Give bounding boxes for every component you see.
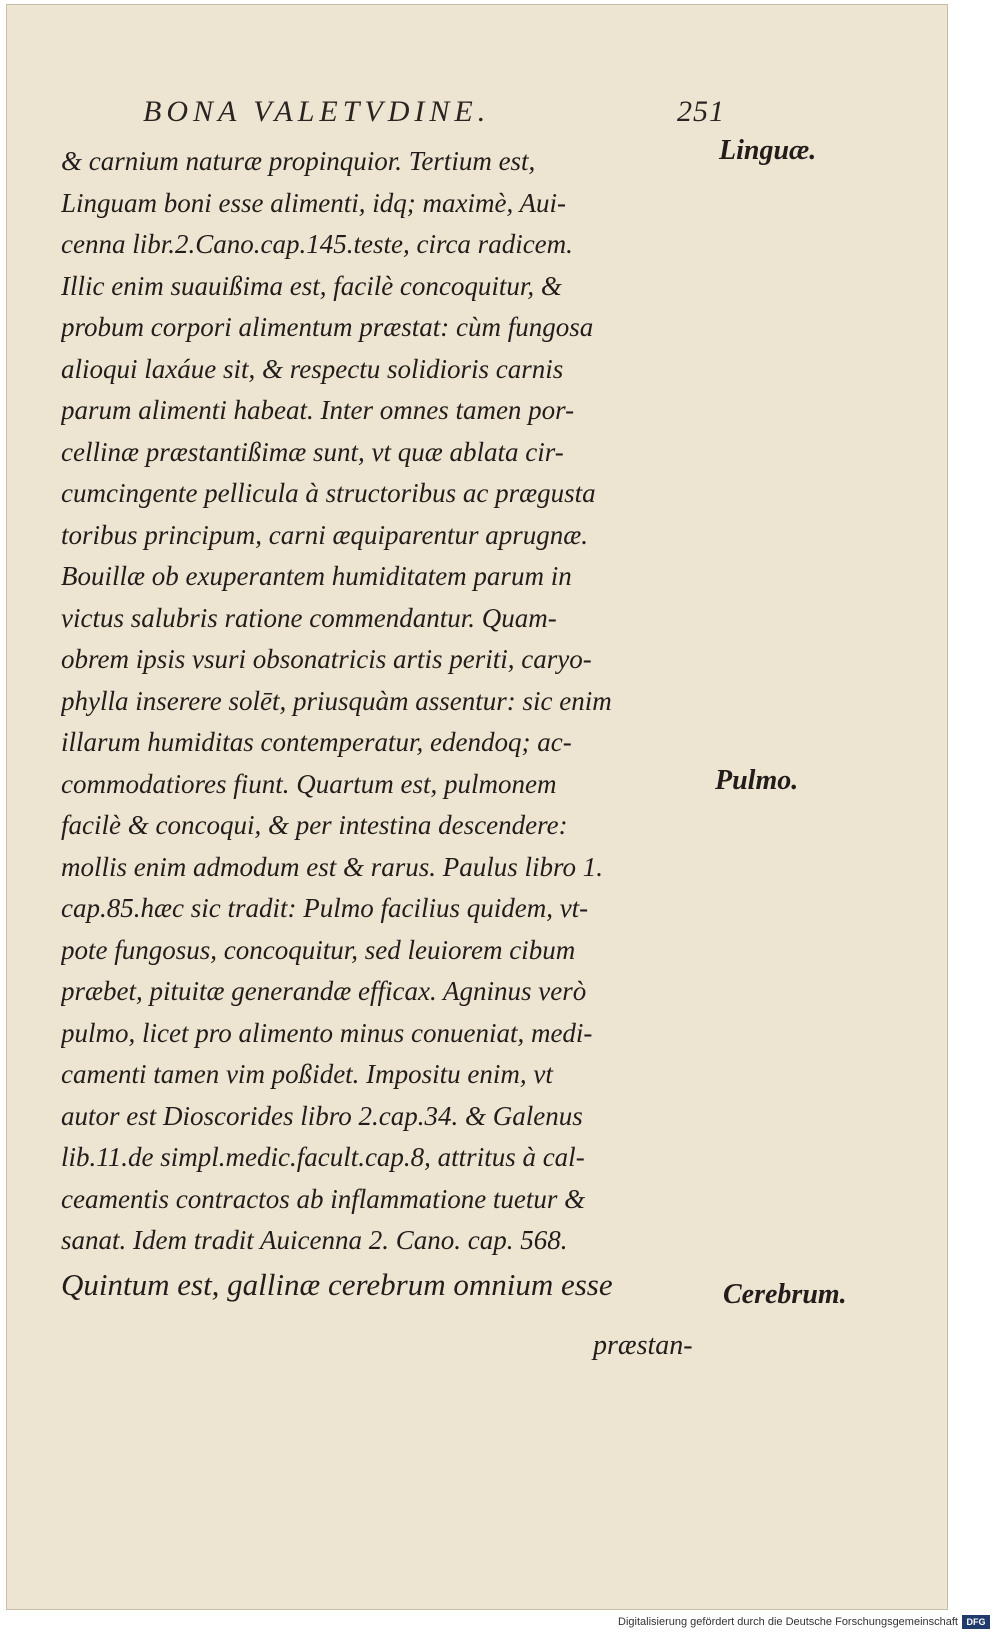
footer-bar [0, 1612, 1000, 1633]
catchword: præstan- [593, 1330, 693, 1361]
text-line: & carnium naturæ propinquior. Tertium est, [61, 146, 536, 176]
text-line: pulmo, licet pro alimento minus conueniat, medi- [61, 1017, 593, 1048]
running-title: BONA VALETVDINE. [143, 95, 491, 128]
text-line: cumcingente pellicula à structoribus ac prægusta [61, 478, 596, 508]
text-line: camenti tamen vim poßidet. Impositu enim, vt [61, 1059, 553, 1089]
text-line: autor est Dioscorides libro 2.cap.34. & Galenus [61, 1100, 583, 1131]
text-line: lib.11.de simpl.medic.facult.cap.8, attritus à cal- [61, 1142, 585, 1172]
text-line: Quintum est, gallinæ cerebrum omnium esse [61, 1266, 613, 1302]
marginal-note-pulmo: Pulmo. [715, 765, 799, 796]
body-text [61, 141, 721, 1308]
text-line: victus salubris ratione commendantur. Quam- [61, 602, 557, 633]
text-line: cap.85.hæc sic tradit: Pulmo facilius quidem, vt- [61, 893, 589, 923]
text-line: cellinæ præstantißimæ sunt, vt quæ ablata cir- [61, 436, 564, 467]
text-line: Bouillæ ob exuperantem humiditatem parum in [61, 561, 572, 591]
text-line: alioqui laxáue sit, & respectu solidioris carnis [61, 353, 564, 384]
text-line: Illic enim suauißima est, facilè concoquitur, & [61, 270, 562, 301]
page-number: 251 [677, 95, 725, 128]
book-page [6, 4, 948, 1610]
running-header [135, 95, 725, 135]
marginal-note-lingua: Linguæ. [719, 135, 817, 166]
text-line: ceamentis contractos ab inflammatione tuetur & [61, 1183, 586, 1214]
text-line: præbet, pituitæ generandæ efficax. Agninus verò [61, 976, 587, 1006]
dfg-logo: DFG [962, 1615, 990, 1629]
text-line: illarum humiditas contemperatur, edendoq; ac- [61, 727, 572, 757]
text-line: mollis enim admodum est & rarus. Paulus libro 1. [61, 851, 604, 882]
text-line: facilè & concoqui, & per intestina descendere: [61, 810, 568, 840]
text-line: sanat. Idem tradit Auicenna 2. Cano. cap. 568. [61, 1225, 568, 1255]
text-line: phylla inserere solēt, priusquàm assentur: sic enim [61, 685, 612, 716]
marginal-note-cerebrum: Cerebrum. [723, 1279, 847, 1310]
text-line: parum alimenti habeat. Inter omnes tamen por- [61, 395, 575, 425]
digitization-credit: Digitalisierung gefördert durch die Deutsche Forschungsgemeinschaft [618, 1616, 958, 1628]
text-line: commodatiores fiunt. Quartum est, pulmonem [61, 768, 557, 799]
text-line: pote fungosus, concoquitur, sed leuiorem cibum [61, 934, 576, 965]
text-line: cenna libr.2.Cano.cap.145.teste, circa radicem. [61, 229, 573, 259]
text-line: obrem ipsis vsuri obsonatricis artis periti, caryo- [61, 644, 592, 674]
text-line: toribus principum, carni æquiparentur aprugnæ. [61, 519, 589, 550]
text-line: Linguam boni esse alimenti, idq; maximè, Aui- [61, 187, 566, 218]
text-line: probum corpori alimentum præstat: cùm fungosa [61, 312, 594, 342]
